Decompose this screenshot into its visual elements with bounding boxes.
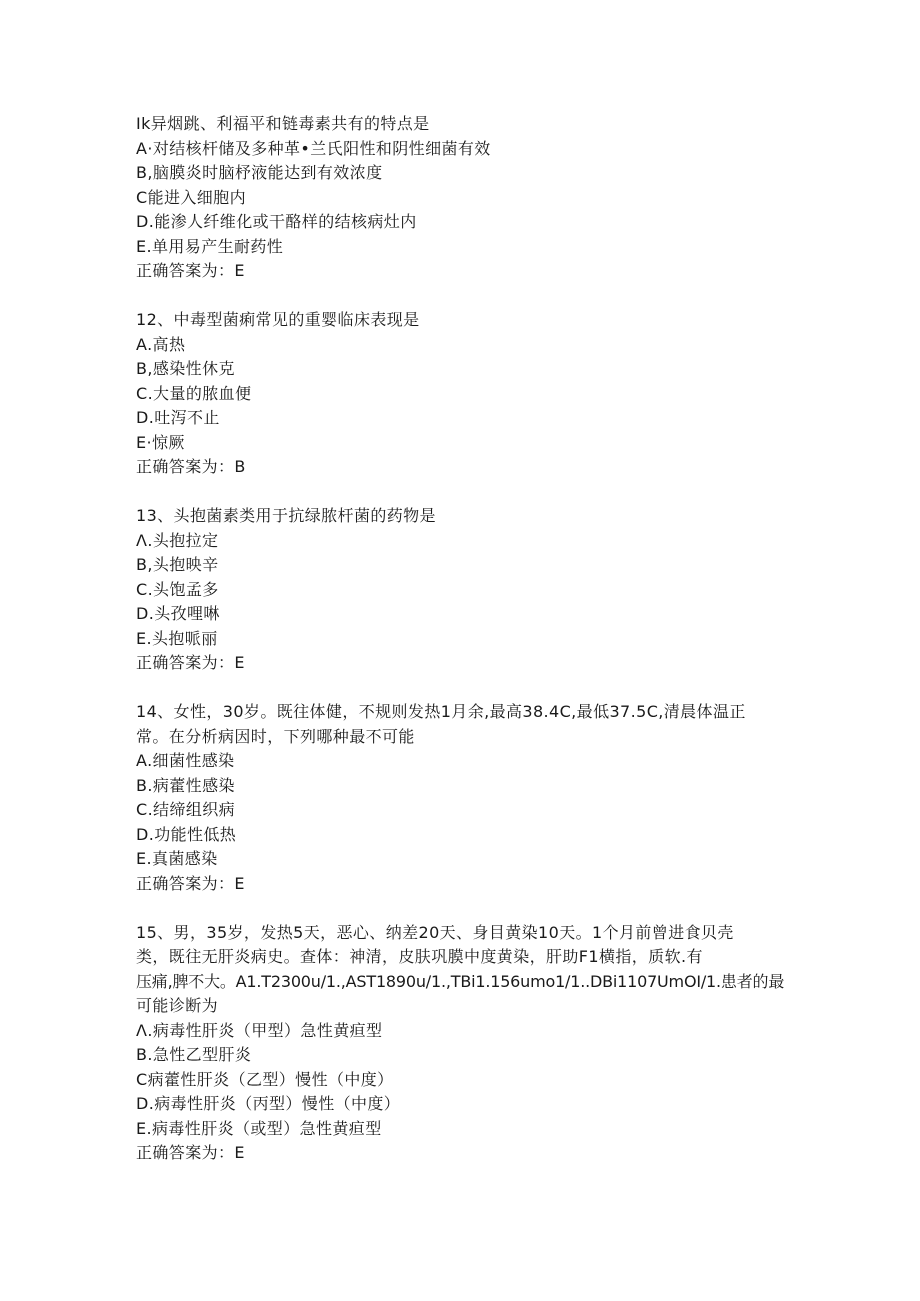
option-a: A.细菌性感染 <box>136 751 235 770</box>
question-15 <box>136 921 786 1166</box>
answer-line: 正确答案为：E <box>136 873 245 893</box>
option-e: E.真菌感染 <box>136 849 218 868</box>
option-d: D.能渗人纤维化或干酪样的结核病灶内 <box>136 212 417 231</box>
question-stem-line: Ik异烟跳、利福平和链毒素共有的特点是 <box>136 114 430 133</box>
question-stem <box>136 112 786 137</box>
question-stem-line: 12、中毒型菌痢常见的重婴临床表现是 <box>136 310 420 329</box>
question-stem-line: 可能诊断为 <box>136 996 219 1015</box>
question-stem-line: 类，既往无肝炎病史。查体：神清，皮肤巩膜中度黄染，肝助F1横指，质软.有 <box>136 947 703 966</box>
question-stem <box>136 921 786 1019</box>
question-stem-line: 15、男，35岁，发热5天，恶心、纳差20天、身目黄染10天。1个月前曾进食贝壳 <box>136 922 734 942</box>
question-stem <box>136 308 786 333</box>
option-a: Λ.头抱拉定 <box>136 530 219 550</box>
option-d: D.功能性低热 <box>136 824 237 844</box>
question-14 <box>136 700 786 896</box>
question-stem-line: 常。在分析病因时，下列哪种最不可能 <box>136 726 415 746</box>
question-13 <box>136 504 786 676</box>
question-stem <box>136 504 786 529</box>
question-stem-line: 14、女性，30岁。既往体健，不规则发热1月余,最高38.4C,最低37.5C,清晨体温正 <box>136 702 746 721</box>
answer-line: 正确答案为：E <box>136 1143 245 1162</box>
option-d: D.吐泻不止 <box>136 408 220 427</box>
option-e: E.头抱哌丽 <box>136 628 218 648</box>
question-stem-line: 压痛,脾不大。A1.T2300u∕1.,AST1890u∕1.,TBi1.156umo1∕1..DBi1107UmOI/1.患者的最 <box>136 971 785 991</box>
question-12 <box>136 308 786 480</box>
answer-line: 正确答案为：B <box>136 457 246 476</box>
option-c: C.头饱孟多 <box>136 579 219 599</box>
option-b: B,头抱映辛 <box>136 555 219 574</box>
option-a: A·对结核杆储及多种革•兰氏阳性和阴性细菌有效 <box>136 138 491 158</box>
option-c: C.大量的脓血便 <box>136 383 252 403</box>
option-b: B.病藿性感染 <box>136 775 235 795</box>
option-d: D.病毒性肝炎（丙型）慢性（中度） <box>136 1094 401 1113</box>
option-c: C病藿性肝炎（乙型）慢性（中度） <box>136 1069 394 1089</box>
option-b: B,脑膜炎时脑杼液能达到有效浓度 <box>136 163 383 182</box>
option-e: E·惊厥 <box>136 432 185 452</box>
question-11 <box>136 112 786 284</box>
option-d: D.头孜哩啉 <box>136 604 220 623</box>
option-a: Λ.病毒性肝炎（甲型）急性黄疸型 <box>136 1020 383 1040</box>
option-b: B,感染性休克 <box>136 359 235 378</box>
option-e: E.单用易产生耐药性 <box>136 236 284 256</box>
answer-line: 正确答案为：E <box>136 261 245 280</box>
option-a: A.高热 <box>136 334 186 354</box>
option-c: C能进入细胞内 <box>136 187 246 207</box>
option-c: C.结缔组织病 <box>136 800 236 819</box>
question-stem-line: 13、头抱菌素类用于抗绿脓杆菌的药物是 <box>136 506 436 525</box>
question-stem <box>136 700 786 749</box>
document-page <box>136 112 786 1190</box>
option-b: B.急性乙型肝炎 <box>136 1045 252 1064</box>
option-e: E.病毒性肝炎（或型）急性黄疸型 <box>136 1118 382 1138</box>
answer-line: 正确答案为：E <box>136 653 245 672</box>
